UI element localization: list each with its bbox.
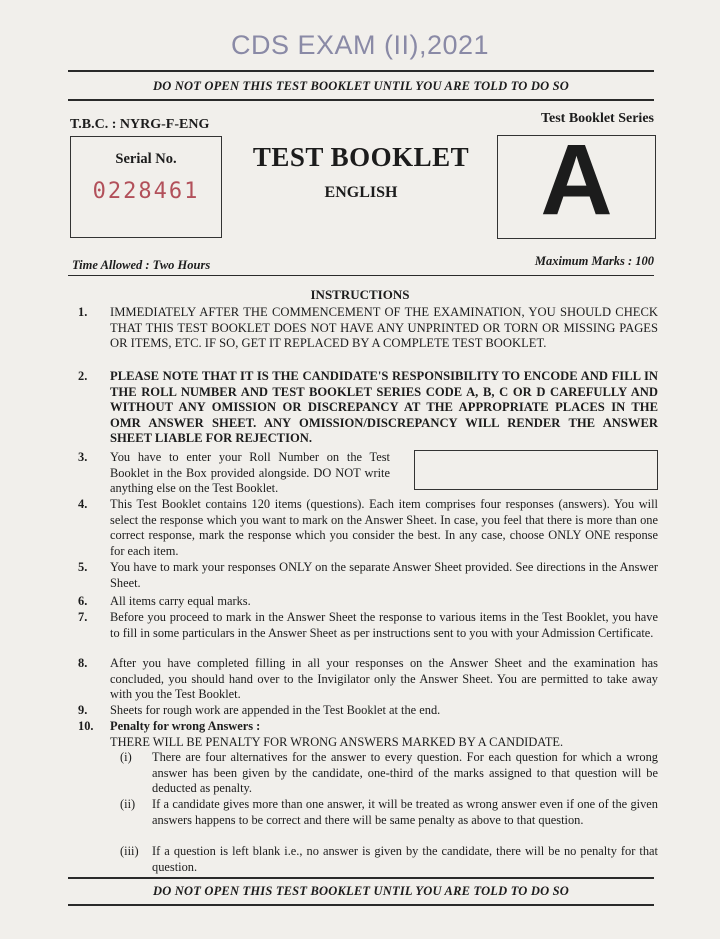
instruction-7	[70, 610, 658, 641]
serial-box	[70, 136, 222, 238]
penalty-point-2	[112, 797, 658, 828]
serial-label: Serial No.	[115, 151, 177, 167]
tbc-code: T.B.C. : NYRG-F-ENG	[70, 117, 210, 132]
instruction-text: You have to enter your Roll Number on the Test Booklet in the Box provided alongside. DO NOT write anything else on the Test Booklet.	[110, 450, 390, 495]
instruction-6	[70, 594, 658, 610]
penalty-point-number: (iii)	[120, 844, 139, 858]
penalty-point-text: If a candidate gives more than one answer, it will be treated as wrong answer even if one of the given answers happens to be correct and there will be same penalty as above to that question.	[152, 797, 658, 827]
warning-top: DO NOT OPEN THIS TEST BOOKLET UNTIL YOU ARE TOLD TO DO SO	[152, 79, 570, 93]
instructions-heading: INSTRUCTIONS	[310, 287, 410, 302]
instruction-text: This Test Booklet contains 120 items (questions). Each item comprises four responses (answers). You will select the response which you want to mark on the Answer Sheet. In case, you feel that there is more than one correct response, mark the response which you consider the best. In any case, choose ONLY ONE response for each item.	[110, 497, 658, 558]
top-rule	[68, 70, 654, 72]
penalty-point-1	[112, 750, 658, 797]
instruction-text: Sheets for rough work are appended in the Test Booklet at the end.	[110, 703, 441, 717]
penalty-point-number: (i)	[120, 750, 132, 764]
instruction-2	[70, 369, 658, 447]
instruction-10	[70, 719, 658, 750]
penalty-point-3	[112, 844, 658, 875]
instruction-number: 10.	[78, 719, 94, 733]
instruction-text: You have to mark your responses ONLY on the separate Answer Sheet provided. See directions in the Answer Sheet.	[110, 560, 658, 590]
bottom-rule-lower	[68, 904, 654, 906]
instruction-4	[70, 497, 658, 559]
instruction-number: 2.	[78, 369, 88, 383]
instruction-text: IMMEDIATELY AFTER THE COMMENCEMENT OF THE EXAMINATION, YOU SHOULD CHECK THAT THIS TEST BOOKLET DOES NOT HAVE ANY UNPRINTED OR TORN OR MISSING PAGES OR ITEMS, ETC. IF SO, GET IT REPLACED BY A COMPLETE TEST BOOKLET.	[110, 305, 658, 350]
header-rule	[68, 275, 654, 276]
instruction-3	[70, 450, 390, 497]
instruction-9	[70, 703, 658, 719]
instruction-text: All items carry equal marks.	[110, 594, 251, 608]
penalty-heading: Penalty for wrong Answers :	[110, 719, 261, 733]
instruction-number: 6.	[78, 594, 88, 608]
max-marks: Maximum Marks : 100	[534, 254, 654, 268]
instruction-number: 4.	[78, 497, 88, 511]
instruction-text: Before you proceed to mark in the Answer Sheet the response to various items in the Test Booklet, you have to fill in some particulars in the Answer Sheet as per instructions sent to you with your Admission Certificate.	[110, 610, 658, 640]
instruction-number: 7.	[78, 610, 88, 624]
instruction-number: 1.	[78, 305, 88, 319]
series-label: Test Booklet Series	[540, 111, 654, 126]
penalty-point-text: If a question is left blank i.e., no answer is given by the candidate, there will be no penalty for that question.	[152, 844, 658, 874]
instruction-1	[70, 305, 658, 352]
instruction-8	[70, 656, 658, 703]
instruction-number: 5.	[78, 560, 88, 574]
instruction-5	[70, 560, 658, 591]
exam-stamp: CDS EXAM (II),2021	[230, 30, 490, 60]
serial-value: 0228461	[92, 179, 200, 204]
roll-number-box	[414, 450, 658, 490]
time-allowed: Time Allowed : Two Hours	[72, 258, 211, 272]
instruction-number: 8.	[78, 656, 88, 670]
instruction-number: 9.	[78, 703, 88, 717]
series-box	[497, 124, 656, 239]
instruction-text: After you have completed filling in all your responses on the Answer Sheet and the examination has concluded, you should hand over to the Invigilator only the Answer Sheet. You are permitted to take away with you the Test Booklet.	[110, 656, 658, 701]
warning-bottom: DO NOT OPEN THIS TEST BOOKLET UNTIL YOU ARE TOLD TO DO SO	[152, 884, 570, 898]
penalty-point-text: There are four alternatives for the answer to every question. For each question for which a wrong answer has been given by the candidate, one-third of the marks assigned to that question will be deducted as penalty.	[152, 750, 658, 795]
penalty-point-number: (ii)	[120, 797, 136, 811]
instruction-text: PLEASE NOTE THAT IT IS THE CANDIDATE'S RESPONSIBILITY TO ENCODE AND FILL IN THE ROLL NUMBER AND TEST BOOKLET SERIES CODE A, B, C OR D CAREFULLY AND WITHOUT ANY OMISSION OR DISCREPANCY AT THE APPROPRIATE PLACES IN THE OMR ANSWER SHEET. ANY OMISSION/DISCREPANCY WILL RENDER THE ANSWER SHEET LIABLE FOR REJECTION.	[110, 369, 658, 445]
series-letter: A	[540, 124, 613, 236]
penalty-statement: THERE WILL BE PENALTY FOR WRONG ANSWERS MARKED BY A CANDIDATE.	[110, 734, 564, 749]
booklet-title: TEST BOOKLET	[252, 142, 470, 172]
top-rule-lower	[68, 99, 654, 101]
instruction-number: 3.	[78, 450, 88, 464]
booklet-subject: ENGLISH	[324, 184, 398, 201]
bottom-rule	[68, 877, 654, 879]
